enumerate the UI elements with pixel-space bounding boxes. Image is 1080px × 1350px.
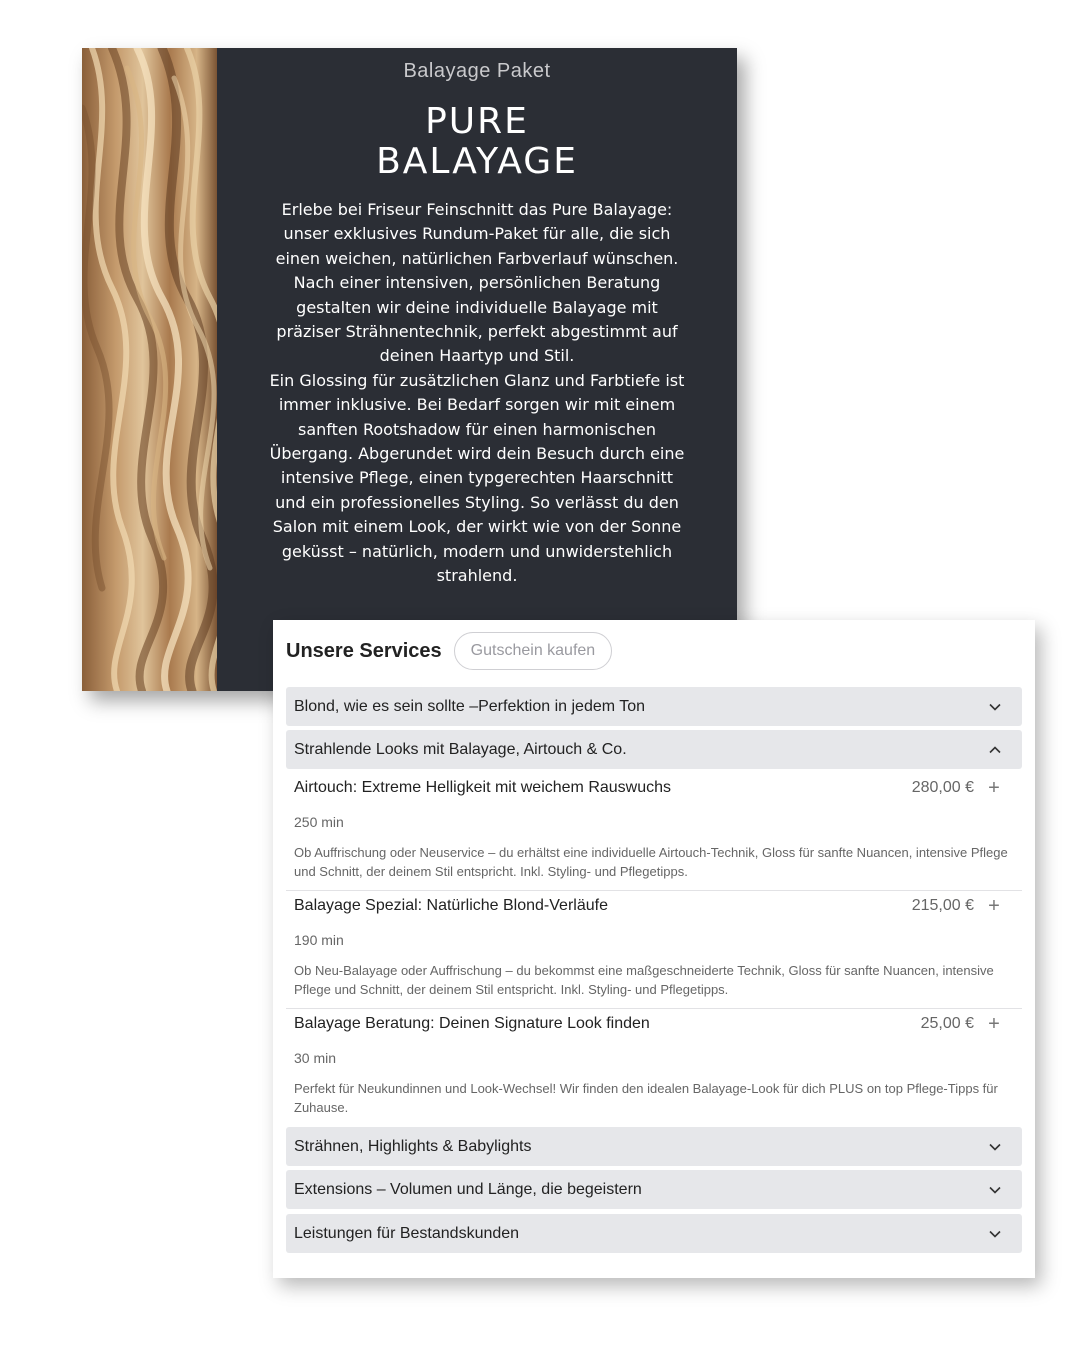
chevron-up-icon bbox=[988, 743, 1002, 757]
service-item-header bbox=[294, 770, 1014, 806]
category-label: Strähnen, Highlights & Babylights bbox=[294, 1137, 532, 1155]
service-item-balayage-beratung bbox=[286, 1006, 1022, 1126]
service-price-area bbox=[912, 896, 1014, 916]
hair-photo bbox=[82, 48, 217, 691]
add-service-plus-icon[interactable]: + bbox=[988, 895, 1000, 917]
service-duration: 190 min bbox=[294, 932, 344, 948]
promo-card bbox=[82, 48, 737, 691]
promo-subtitle: Balayage Paket bbox=[403, 60, 551, 82]
promo-title bbox=[217, 102, 737, 182]
service-duration: 30 min bbox=[294, 1050, 337, 1066]
service-item-header bbox=[294, 888, 1014, 924]
promo-title-line-2: BALAYAGE bbox=[376, 141, 578, 182]
service-item-header bbox=[294, 1006, 1014, 1042]
service-price: 25,00 € bbox=[920, 1015, 974, 1032]
service-description: Ob Neu-Balayage oder Auffrischung – du bekommst eine maßgeschneiderte Technik, Gloss für sanfte Nuancen, intensive Pflege und Schnitt, der deinem Stil entspricht. Inkl. Styling- und Pflegetipps. bbox=[294, 963, 994, 997]
services-panel bbox=[273, 620, 1035, 1278]
promo-title-line-1: PURE bbox=[425, 101, 529, 142]
add-service-plus-icon[interactable]: + bbox=[988, 1013, 1000, 1035]
category-bestandskunden[interactable] bbox=[286, 1214, 1022, 1253]
category-label: Extensions – Volumen und Länge, die begeistern bbox=[294, 1180, 642, 1198]
category-straehnen[interactable] bbox=[286, 1127, 1022, 1166]
category-label: Strahlende Looks mit Balayage, Airtouch & Co. bbox=[294, 740, 627, 758]
category-blond[interactable] bbox=[286, 687, 1022, 726]
service-duration: 250 min bbox=[294, 814, 344, 830]
chevron-down-icon bbox=[988, 1227, 1002, 1241]
hair-photo-graphic bbox=[82, 48, 217, 691]
service-description: Perfekt für Neukundinnen und Look-Wechsel! Wir finden den idealen Balayage-Look für dich PLUS on top Pflege-Tipps für Zuhause. bbox=[294, 1081, 998, 1115]
service-price-area bbox=[921, 1014, 1014, 1034]
add-service-plus-icon[interactable]: + bbox=[988, 777, 1000, 799]
chevron-down-icon bbox=[988, 1140, 1002, 1154]
service-price: 215,00 € bbox=[911, 897, 974, 914]
service-price: 280,00 € bbox=[911, 779, 974, 796]
category-label: Blond, wie es sein sollte –Perfektion in jedem Ton bbox=[294, 697, 646, 715]
services-header bbox=[286, 632, 612, 670]
service-item-balayage-spezial bbox=[286, 888, 1022, 1009]
promo-paragraph-1: Erlebe bei Friseur Feinschnitt das Pure Balayage: unser exklusives Rundum-Paket für alle, die sich einen weichen, natürlichen Farbverlauf wünschen. Nach einer intensiven, persönlichen Beratung gestalten wir deine individuelle Balayage mit präziser Strähnentechnik, perfekt abgestimmt auf deinen Haartyp und Stil. bbox=[275, 200, 679, 366]
service-name: Balayage Beratung: Deinen Signature Look finden bbox=[294, 1015, 650, 1032]
chevron-down-icon bbox=[988, 700, 1002, 714]
category-extensions[interactable] bbox=[286, 1170, 1022, 1209]
promo-description bbox=[265, 198, 689, 589]
service-description: Ob Auffrischung oder Neuservice – du erhältst eine individuelle Airtouch-Technik, Gloss für sanfte Nuancen, intensive Pflege und Schnitt, der deinem Stil entspricht. Inkl. Styling- und Pflegetipps. bbox=[294, 845, 1008, 879]
services-title: Unsere Services bbox=[286, 639, 442, 662]
buy-voucher-button[interactable]: Gutschein kaufen bbox=[454, 632, 613, 670]
promo-paragraph-2: Ein Glossing für zusätzlichen Glanz und Farbtiefe ist immer inklusive. Bei Bedarf sorgen wir mit einem sanften Rootshadow für einen harmonischen Übergang. Abgerundet wird dein Besuch durch eine intensive Pflege, einen typgerechten Haarschnitt und ein professionelles Styling. So verlässt du den Salon mit einem Look, der wirkt wie von der Sonne geküsst – natürlich, modern und unwiderstehlich strahlend. bbox=[269, 370, 685, 586]
promo-text-area bbox=[217, 48, 737, 691]
category-label: Leistungen für Bestandskunden bbox=[294, 1224, 520, 1242]
chevron-down-icon bbox=[988, 1183, 1002, 1197]
service-price-area bbox=[912, 778, 1014, 798]
service-name: Balayage Spezial: Natürliche Blond-Verläufe bbox=[294, 897, 608, 914]
service-name: Airtouch: Extreme Helligkeit mit weichem Rauswuchs bbox=[294, 779, 672, 796]
service-item-airtouch bbox=[286, 770, 1022, 891]
category-balayage[interactable] bbox=[286, 730, 1022, 769]
